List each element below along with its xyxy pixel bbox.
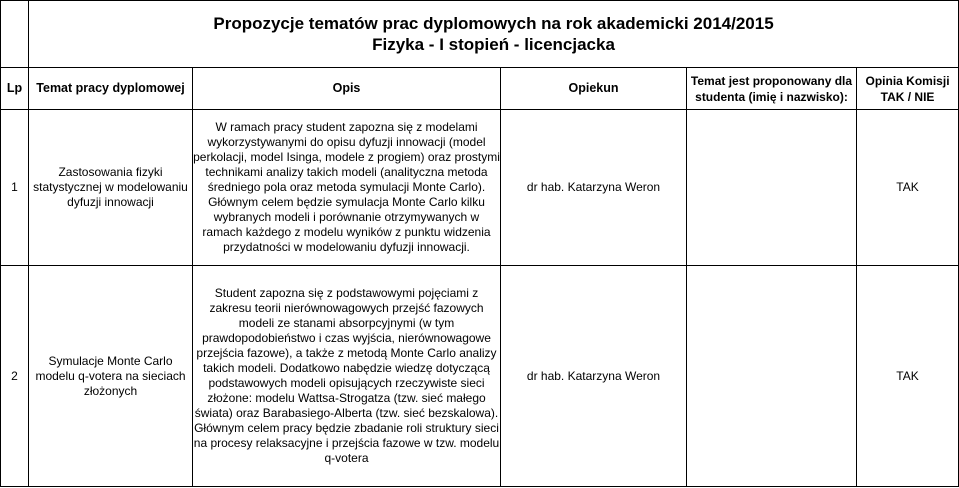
header-opinion: Opinia Komisji TAK / NIE bbox=[857, 68, 959, 110]
header-description: Opis bbox=[193, 68, 501, 110]
title-spacer-cell bbox=[1, 1, 29, 68]
row-student bbox=[687, 110, 857, 266]
row-lp: 1 bbox=[1, 110, 29, 266]
header-student: Temat jest proponowany dla studenta (imię i nazwisko): bbox=[687, 68, 857, 110]
row-opinion: TAK bbox=[857, 266, 959, 487]
row-student bbox=[687, 266, 857, 487]
header-supervisor: Opiekun bbox=[501, 68, 687, 110]
title-row bbox=[1, 1, 959, 68]
page-title: Propozycje tematów prac dyplomowych na rok akademicki 2014/2015 bbox=[213, 14, 774, 33]
page-subtitle: Fizyka - I stopień - licencjacka bbox=[372, 35, 615, 54]
table-row bbox=[1, 110, 959, 266]
column-header-row bbox=[1, 68, 959, 110]
row-supervisor: dr hab. Katarzyna Weron bbox=[501, 266, 687, 487]
row-opinion: TAK bbox=[857, 110, 959, 266]
header-topic: Temat pracy dyplomowej bbox=[29, 68, 193, 110]
title-cell bbox=[29, 1, 959, 68]
header-lp: Lp bbox=[1, 68, 29, 110]
row-supervisor: dr hab. Katarzyna Weron bbox=[501, 110, 687, 266]
row-lp: 2 bbox=[1, 266, 29, 487]
row-description: Student zapozna się z podstawowymi pojęciami z zakresu teorii nierównowagowych przejść fazowych modeli ze stanami absorpcyjnymi (w tym prawdopodobieństwo i czas wyjścia, nierównowagowe przejścia fazowe), a także z metodą Monte Carlo analizy takich modeli. Dodatkowo nabędzie wiedzę dotyczącą podstawowych modeli opisujących rzeczywiste sieci złożone: modelu Wattsa-Strogatza (tzw. sieć małego świata) oraz Barabasiego-Alberta (tzw. sieć bezskalowa). Głównym celem pracy będzie zbadanie roli struktury sieci na procesy relaksacyjne i przejścia fazowe w tzw. modelu q-votera bbox=[193, 266, 501, 487]
table-row bbox=[1, 266, 959, 487]
row-description: W ramach pracy student zapozna się z modelami wykorzystywanymi do opisu dyfuzji innowacji (model perkolacji, model Isinga, modele z progiem) oraz prostymi technikami analizy takich modeli (analityczna metoda średniego pola oraz metoda symulacji Monte Carlo). Głównym celem będzie symulacja Monte Carlo kilku wybranych modeli i porównanie otrzymywanych w ramach każdego z modelu wyników z punktu widzenia przydatności w modelowaniu dyfuzji innowacji. bbox=[193, 110, 501, 266]
row-topic: Symulacje Monte Carlo modelu q-votera na sieciach złożonych bbox=[29, 266, 193, 487]
row-topic: Zastosowania fizyki statystycznej w modelowaniu dyfuzji innowacji bbox=[29, 110, 193, 266]
